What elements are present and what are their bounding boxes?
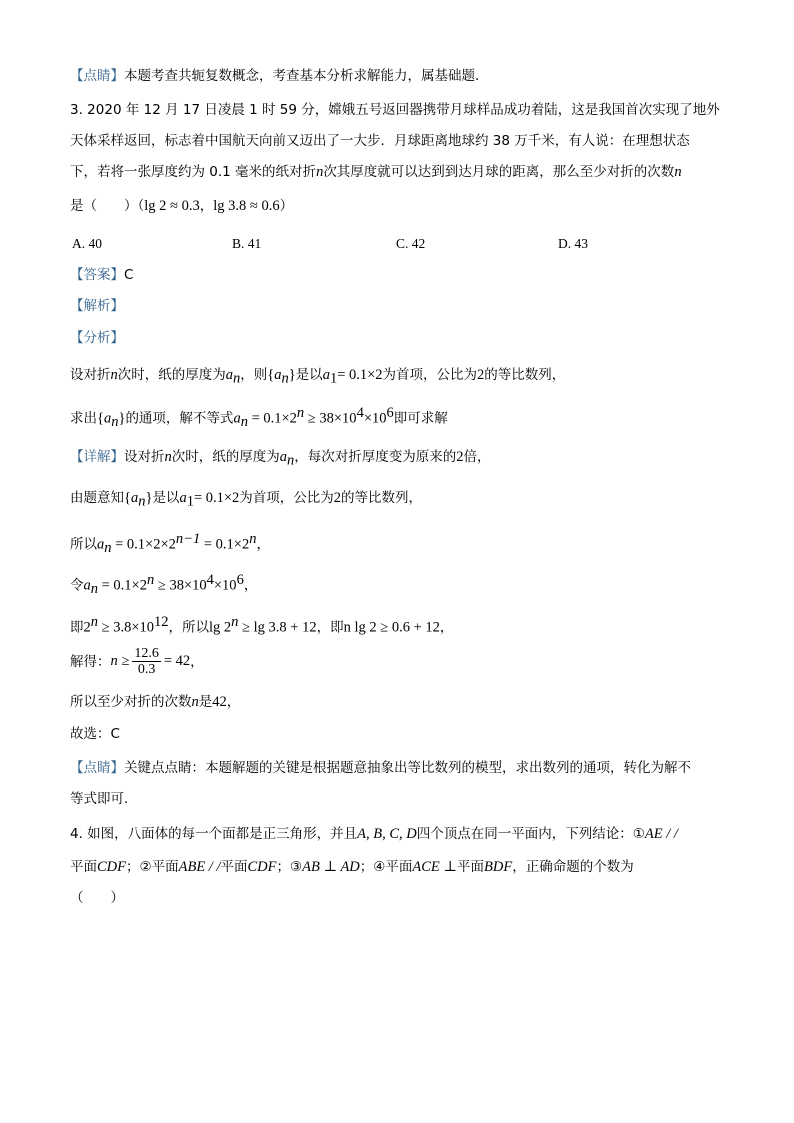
dianjing-line-1: 【点睛】关键点点睛：本题解题的关键是根据题意抽象出等比数列的模型，求出数列的通项，转化为解不 bbox=[70, 760, 691, 776]
dianjing-tag-2: 【点睛】 bbox=[70, 760, 124, 776]
fenxi-tag: 【分析】 bbox=[70, 330, 124, 346]
q4-line-2: 平面CDF；②平面ABE / /平面CDF；③AB ⊥ AD；④平面ACE ⊥平面BDF，正确命题的个数为 bbox=[70, 859, 634, 875]
detail-line-8: 故选：C bbox=[70, 726, 120, 742]
prev-dianjing-line bbox=[70, 68, 479, 84]
q3-line-2: 天体采样返回，标志着中国航天向前又迈出了一大步．月球距离地球约 38 万千米，有人说：在理想状态 bbox=[70, 133, 690, 149]
fenxi-line bbox=[70, 330, 124, 346]
choice-d: D. 43 bbox=[558, 236, 588, 251]
detail-line-7: 所以至少对折的次数n是42， bbox=[70, 694, 241, 710]
q4-line-3: （ ） bbox=[70, 890, 124, 906]
q3-line-4: 是（ ）（lg 2 ≈ 0.3，lg 3.8 ≈ 0.6） bbox=[70, 198, 294, 214]
var-n: n bbox=[674, 164, 682, 180]
q4-line-1: 4. 如图，八面体的每一个面都是正三角形，并且A, B, C, D四个顶点在同一平面内，下列结论：①AE / / bbox=[70, 826, 678, 842]
dianjing-text: 本题考查共轭复数概念，考查基本分析求解能力，属基础题. bbox=[124, 68, 480, 84]
fenxi-line-2: 求出$\{a_n\}$的通项，解不等式$a_n = 0.1\times 2^n \ge 38\times 10^4\times 10^6$即可求解 bbox=[70, 405, 448, 431]
fenxi-line-1: 设对折n次时，纸的厚度为$a_n$，则$\{a_n\}$是以$a_1= 0.1\times 2$为首项，公比为2的等比数列， bbox=[70, 367, 566, 387]
analysis-line bbox=[70, 298, 124, 314]
detail-line-1: 【详解】设对折n次时，纸的厚度为$a_n$，每次对折厚度变为原来的2倍， bbox=[70, 449, 491, 469]
choice-c: C. 42 bbox=[396, 236, 426, 251]
detail-line-6: 解得：n ≥ $\frac{12.6}{0.3}$ = 42， bbox=[70, 646, 204, 678]
choice-a: A. 40 bbox=[72, 236, 102, 251]
dianjing-tag: 【点睛】 bbox=[70, 68, 124, 84]
answer-line bbox=[70, 267, 133, 283]
detail-line-2: 由题意知$\{a_n\}$是以$a_1= 0.1\times 2$为首项，公比为2的等比数列， bbox=[70, 490, 423, 510]
var-n: n bbox=[316, 164, 324, 180]
fraction: $\frac{12.6}{0.3}$ bbox=[134, 646, 159, 678]
hint-lg2: lg 2 ≈ 0.3 bbox=[144, 198, 200, 214]
answer-tag: 【答案】 bbox=[70, 267, 124, 283]
analysis-tag: 【解析】 bbox=[70, 298, 124, 314]
detail-tag: 【详解】 bbox=[70, 449, 124, 465]
detail-line-4: 令$a_n = 0.1\times 2^n \ge 38\times 10^4\times 10^6$， bbox=[70, 572, 258, 598]
detail-line-5: 即$2^n \ge 3.8\times 10^{12}$，所以lg 2$^n$ ≥ lg 3.8 + 12，即n lg 2 ≥ 0.6 + 12， bbox=[70, 614, 454, 636]
detail-line-3: 所以$a_n = 0.1\times 2\times 2^{n-1} = 0.1\times 2^n$， bbox=[70, 531, 270, 557]
q3-line-1: 3. 2020 年 12 月 17 日凌晨 1 时 59 分，嫦娥五号返回器携带月球样品成功着陆，这是我国首次实现了地外 bbox=[70, 102, 720, 118]
dianjing-line-2: 等式即可. bbox=[70, 791, 129, 807]
q3-line-3: 下，若将一张厚度约为 0.1 毫米的纸对折n次其厚度就可以达到到达月球的距离，那么至少对折的次数n bbox=[70, 164, 682, 180]
answer-value: C bbox=[124, 267, 134, 283]
choice-b: B. 41 bbox=[232, 236, 262, 251]
hint-lg38: lg 3.8 ≈ 0.6 bbox=[213, 198, 280, 214]
